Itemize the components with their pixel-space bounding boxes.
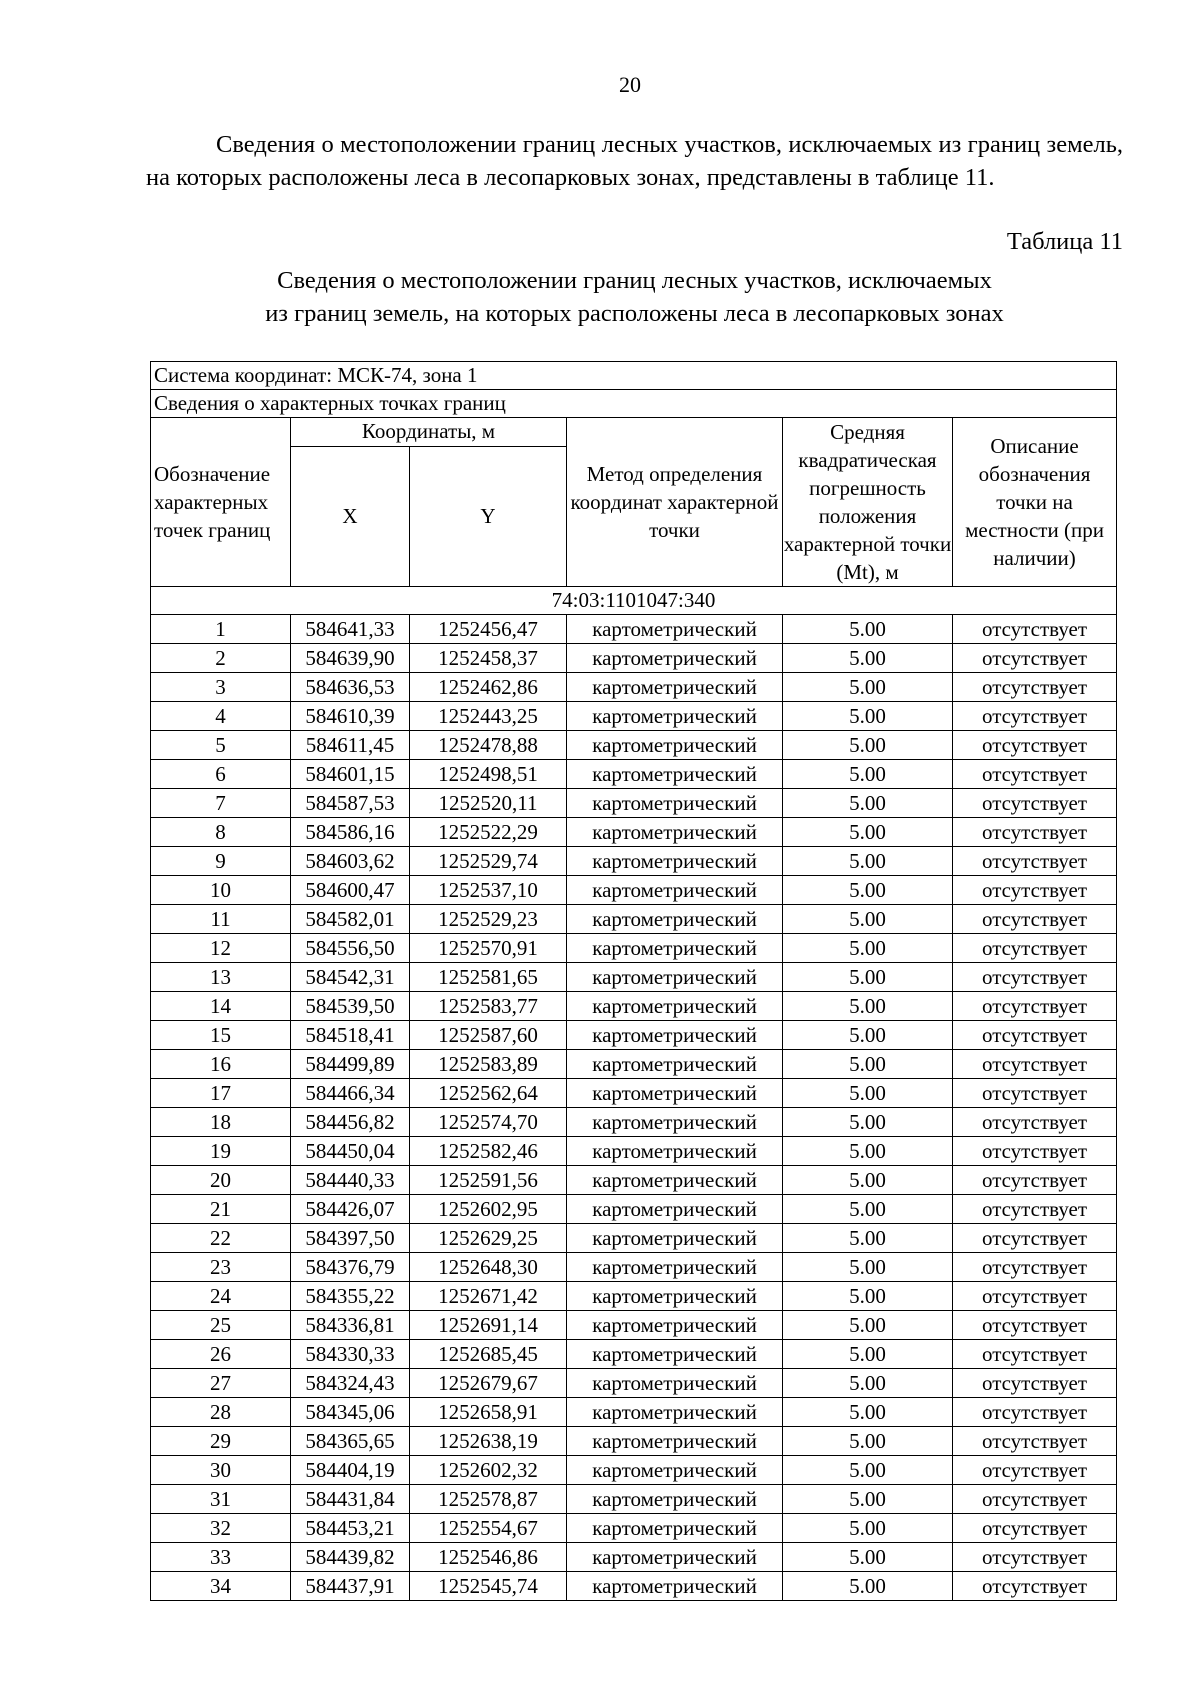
method-cell: картометрический xyxy=(567,731,783,760)
y-coordinate: 1252582,46 xyxy=(410,1137,567,1166)
point-number: 7 xyxy=(151,789,291,818)
y-coordinate: 1252658,91 xyxy=(410,1398,567,1427)
method-cell: картометрический xyxy=(567,1253,783,1282)
point-number: 23 xyxy=(151,1253,291,1282)
x-coordinate: 584611,45 xyxy=(291,731,410,760)
table-row xyxy=(151,963,1117,992)
table-row xyxy=(151,615,1117,644)
description-cell: отсутствует xyxy=(953,963,1117,992)
method-cell: картометрический xyxy=(567,1195,783,1224)
x-coordinate: 584404,19 xyxy=(291,1456,410,1485)
accuracy-cell: 5.00 xyxy=(783,1427,953,1456)
table-row xyxy=(151,1572,1117,1601)
method-cell: картометрический xyxy=(567,1282,783,1311)
table-row xyxy=(151,992,1117,1021)
method-cell: картометрический xyxy=(567,905,783,934)
y-coordinate: 1252648,30 xyxy=(410,1253,567,1282)
table-row xyxy=(151,644,1117,673)
method-cell: картометрический xyxy=(567,963,783,992)
header-x: X xyxy=(291,446,410,587)
table-row xyxy=(151,1137,1117,1166)
y-coordinate: 1252562,64 xyxy=(410,1079,567,1108)
table-title-line-1: Сведения о местоположении границ лесных участков, исключаемых xyxy=(277,267,992,294)
point-number: 21 xyxy=(151,1195,291,1224)
description-cell: отсутствует xyxy=(953,1311,1117,1340)
table-row xyxy=(151,1282,1117,1311)
point-number: 14 xyxy=(151,992,291,1021)
x-coordinate: 584376,79 xyxy=(291,1253,410,1282)
y-coordinate: 1252456,47 xyxy=(410,615,567,644)
method-cell: картометрический xyxy=(567,1311,783,1340)
y-coordinate: 1252529,74 xyxy=(410,847,567,876)
coordinates-table xyxy=(150,361,1117,1601)
accuracy-cell: 5.00 xyxy=(783,789,953,818)
description-cell: отсутствует xyxy=(953,673,1117,702)
description-cell: отсутствует xyxy=(953,1253,1117,1282)
description-cell: отсутствует xyxy=(953,934,1117,963)
y-coordinate: 1252583,89 xyxy=(410,1050,567,1079)
table-row xyxy=(151,1456,1117,1485)
point-number: 19 xyxy=(151,1137,291,1166)
method-cell: картометрический xyxy=(567,702,783,731)
accuracy-cell: 5.00 xyxy=(783,673,953,702)
method-cell: картометрический xyxy=(567,615,783,644)
accuracy-cell: 5.00 xyxy=(783,1021,953,1050)
method-cell: картометрический xyxy=(567,1427,783,1456)
x-coordinate: 584499,89 xyxy=(291,1050,410,1079)
point-number: 22 xyxy=(151,1224,291,1253)
accuracy-cell: 5.00 xyxy=(783,992,953,1021)
accuracy-cell: 5.00 xyxy=(783,702,953,731)
table-row xyxy=(151,702,1117,731)
accuracy-cell: 5.00 xyxy=(783,1282,953,1311)
point-number: 11 xyxy=(151,905,291,934)
description-cell: отсутствует xyxy=(953,1398,1117,1427)
table-row xyxy=(151,847,1117,876)
y-coordinate: 1252546,86 xyxy=(410,1543,567,1572)
accuracy-cell: 5.00 xyxy=(783,1137,953,1166)
table-row xyxy=(151,1398,1117,1427)
header-accuracy: Средняя квадратическая погрешность положения характерной точки (Mt), м xyxy=(783,418,953,587)
method-cell: картометрический xyxy=(567,1572,783,1601)
method-cell: картометрический xyxy=(567,1050,783,1079)
description-cell: отсутствует xyxy=(953,905,1117,934)
parcel-id-row: 74:03:1101047:340 xyxy=(151,587,1117,615)
point-number: 32 xyxy=(151,1514,291,1543)
method-cell: картометрический xyxy=(567,1108,783,1137)
y-coordinate: 1252591,56 xyxy=(410,1166,567,1195)
y-coordinate: 1252638,19 xyxy=(410,1427,567,1456)
x-coordinate: 584397,50 xyxy=(291,1224,410,1253)
table-label: Таблица 11 xyxy=(1006,228,1123,255)
table-row xyxy=(151,818,1117,847)
point-number: 12 xyxy=(151,934,291,963)
method-cell: картометрический xyxy=(567,1079,783,1108)
description-cell: отсутствует xyxy=(953,1514,1117,1543)
y-coordinate: 1252581,65 xyxy=(410,963,567,992)
method-cell: картометрический xyxy=(567,847,783,876)
point-number: 3 xyxy=(151,673,291,702)
description-cell: отсутствует xyxy=(953,731,1117,760)
table-row xyxy=(151,1485,1117,1514)
y-coordinate: 1252570,91 xyxy=(410,934,567,963)
accuracy-cell: 5.00 xyxy=(783,1456,953,1485)
accuracy-cell: 5.00 xyxy=(783,1514,953,1543)
accuracy-cell: 5.00 xyxy=(783,1485,953,1514)
method-cell: картометрический xyxy=(567,789,783,818)
x-coordinate: 584365,65 xyxy=(291,1427,410,1456)
header-method: Метод определения координат характерной точки xyxy=(567,418,783,587)
description-cell: отсутствует xyxy=(953,1369,1117,1398)
x-coordinate: 584450,04 xyxy=(291,1137,410,1166)
x-coordinate: 584610,39 xyxy=(291,702,410,731)
boundary-points-caption: Сведения о характерных точках границ xyxy=(151,390,1117,418)
x-coordinate: 584330,33 xyxy=(291,1340,410,1369)
accuracy-cell: 5.00 xyxy=(783,1050,953,1079)
table-row xyxy=(151,1195,1117,1224)
y-coordinate: 1252583,77 xyxy=(410,992,567,1021)
x-coordinate: 584542,31 xyxy=(291,963,410,992)
table-row xyxy=(151,673,1117,702)
point-number: 4 xyxy=(151,702,291,731)
method-cell: картометрический xyxy=(567,1456,783,1485)
point-number: 20 xyxy=(151,1166,291,1195)
x-coordinate: 584437,91 xyxy=(291,1572,410,1601)
x-coordinate: 584453,21 xyxy=(291,1514,410,1543)
table-row xyxy=(151,1514,1117,1543)
accuracy-cell: 5.00 xyxy=(783,1253,953,1282)
x-coordinate: 584639,90 xyxy=(291,644,410,673)
point-number: 6 xyxy=(151,760,291,789)
description-cell: отсутствует xyxy=(953,847,1117,876)
table-row xyxy=(151,760,1117,789)
y-coordinate: 1252462,86 xyxy=(410,673,567,702)
accuracy-cell: 5.00 xyxy=(783,1369,953,1398)
point-number: 1 xyxy=(151,615,291,644)
x-coordinate: 584439,82 xyxy=(291,1543,410,1572)
accuracy-cell: 5.00 xyxy=(783,1079,953,1108)
description-cell: отсутствует xyxy=(953,1456,1117,1485)
point-number: 18 xyxy=(151,1108,291,1137)
x-coordinate: 584431,84 xyxy=(291,1485,410,1514)
header-description: Описание обозначения точки на местности (при наличии) xyxy=(953,418,1117,587)
table-row xyxy=(151,1108,1117,1137)
point-number: 25 xyxy=(151,1311,291,1340)
method-cell: картометрический xyxy=(567,1340,783,1369)
point-number: 13 xyxy=(151,963,291,992)
description-cell: отсутствует xyxy=(953,702,1117,731)
accuracy-cell: 5.00 xyxy=(783,1543,953,1572)
x-coordinate: 584641,33 xyxy=(291,615,410,644)
x-coordinate: 584345,06 xyxy=(291,1398,410,1427)
x-coordinate: 584586,16 xyxy=(291,818,410,847)
point-number: 16 xyxy=(151,1050,291,1079)
x-coordinate: 584539,50 xyxy=(291,992,410,1021)
accuracy-cell: 5.00 xyxy=(783,1572,953,1601)
point-number: 17 xyxy=(151,1079,291,1108)
accuracy-cell: 5.00 xyxy=(783,847,953,876)
y-coordinate: 1252498,51 xyxy=(410,760,567,789)
accuracy-cell: 5.00 xyxy=(783,876,953,905)
y-coordinate: 1252545,74 xyxy=(410,1572,567,1601)
method-cell: картометрический xyxy=(567,1224,783,1253)
table-title xyxy=(146,264,1123,330)
y-coordinate: 1252671,42 xyxy=(410,1282,567,1311)
table-row xyxy=(151,1340,1117,1369)
method-cell: картометрический xyxy=(567,1543,783,1572)
description-cell: отсутствует xyxy=(953,1282,1117,1311)
x-coordinate: 584466,34 xyxy=(291,1079,410,1108)
x-coordinate: 584336,81 xyxy=(291,1311,410,1340)
method-cell: картометрический xyxy=(567,876,783,905)
table-row xyxy=(151,1079,1117,1108)
x-coordinate: 584587,53 xyxy=(291,789,410,818)
point-number: 15 xyxy=(151,1021,291,1050)
method-cell: картометрический xyxy=(567,1514,783,1543)
y-coordinate: 1252691,14 xyxy=(410,1311,567,1340)
y-coordinate: 1252529,23 xyxy=(410,905,567,934)
description-cell: отсутствует xyxy=(953,760,1117,789)
accuracy-cell: 5.00 xyxy=(783,731,953,760)
description-cell: отсутствует xyxy=(953,992,1117,1021)
x-coordinate: 584601,15 xyxy=(291,760,410,789)
description-cell: отсутствует xyxy=(953,1079,1117,1108)
method-cell: картометрический xyxy=(567,673,783,702)
header-point-designation: Обозначение характерных точек границ xyxy=(151,418,291,587)
x-coordinate: 584600,47 xyxy=(291,876,410,905)
description-cell: отсутствует xyxy=(953,1572,1117,1601)
point-number: 29 xyxy=(151,1427,291,1456)
x-coordinate: 584603,62 xyxy=(291,847,410,876)
table-row xyxy=(151,1311,1117,1340)
description-cell: отсутствует xyxy=(953,1195,1117,1224)
x-coordinate: 584440,33 xyxy=(291,1166,410,1195)
accuracy-cell: 5.00 xyxy=(783,1195,953,1224)
point-number: 9 xyxy=(151,847,291,876)
x-coordinate: 584355,22 xyxy=(291,1282,410,1311)
description-cell: отсутствует xyxy=(953,818,1117,847)
table-row xyxy=(151,934,1117,963)
point-number: 8 xyxy=(151,818,291,847)
x-coordinate: 584324,43 xyxy=(291,1369,410,1398)
y-coordinate: 1252685,45 xyxy=(410,1340,567,1369)
coordinate-system-caption: Система координат: МСК-74, зона 1 xyxy=(151,362,1117,390)
description-cell: отсутствует xyxy=(953,1224,1117,1253)
y-coordinate: 1252554,67 xyxy=(410,1514,567,1543)
point-number: 28 xyxy=(151,1398,291,1427)
y-coordinate: 1252679,67 xyxy=(410,1369,567,1398)
accuracy-cell: 5.00 xyxy=(783,760,953,789)
description-cell: отсутствует xyxy=(953,615,1117,644)
point-number: 27 xyxy=(151,1369,291,1398)
point-number: 10 xyxy=(151,876,291,905)
method-cell: картометрический xyxy=(567,1369,783,1398)
accuracy-cell: 5.00 xyxy=(783,963,953,992)
table-row xyxy=(151,1253,1117,1282)
table-row xyxy=(151,1224,1117,1253)
point-number: 31 xyxy=(151,1485,291,1514)
method-cell: картометрический xyxy=(567,1166,783,1195)
point-number: 33 xyxy=(151,1543,291,1572)
accuracy-cell: 5.00 xyxy=(783,1398,953,1427)
description-cell: отсутствует xyxy=(953,1137,1117,1166)
description-cell: отсутствует xyxy=(953,1485,1117,1514)
accuracy-cell: 5.00 xyxy=(783,1166,953,1195)
point-number: 34 xyxy=(151,1572,291,1601)
accuracy-cell: 5.00 xyxy=(783,818,953,847)
accuracy-cell: 5.00 xyxy=(783,1224,953,1253)
x-coordinate: 584518,41 xyxy=(291,1021,410,1050)
method-cell: картометрический xyxy=(567,818,783,847)
x-coordinate: 584426,07 xyxy=(291,1195,410,1224)
y-coordinate: 1252537,10 xyxy=(410,876,567,905)
table-row xyxy=(151,1543,1117,1572)
x-coordinate: 584636,53 xyxy=(291,673,410,702)
y-coordinate: 1252602,95 xyxy=(410,1195,567,1224)
accuracy-cell: 5.00 xyxy=(783,615,953,644)
table-row xyxy=(151,789,1117,818)
table-row xyxy=(151,1427,1117,1456)
table-row xyxy=(151,1050,1117,1079)
table-row xyxy=(151,876,1117,905)
y-coordinate: 1252602,32 xyxy=(410,1456,567,1485)
point-number: 5 xyxy=(151,731,291,760)
intro-paragraph: Сведения о местоположении границ лесных участков, исключаемых из границ земель, на которых расположены леса в лесопарковых зонах, представлены в таблице 11. xyxy=(146,131,1123,191)
description-cell: отсутствует xyxy=(953,1340,1117,1369)
method-cell: картометрический xyxy=(567,1398,783,1427)
method-cell: картометрический xyxy=(567,644,783,673)
description-cell: отсутствует xyxy=(953,1166,1117,1195)
y-coordinate: 1252578,87 xyxy=(410,1485,567,1514)
table-row xyxy=(151,1166,1117,1195)
accuracy-cell: 5.00 xyxy=(783,905,953,934)
table-row xyxy=(151,1369,1117,1398)
y-coordinate: 1252458,37 xyxy=(410,644,567,673)
header-coordinates: Координаты, м xyxy=(291,418,567,447)
method-cell: картометрический xyxy=(567,1485,783,1514)
point-number: 26 xyxy=(151,1340,291,1369)
table-row xyxy=(151,905,1117,934)
table-row xyxy=(151,1021,1117,1050)
table-row xyxy=(151,731,1117,760)
y-coordinate: 1252522,29 xyxy=(410,818,567,847)
point-number: 30 xyxy=(151,1456,291,1485)
description-cell: отсутствует xyxy=(953,1427,1117,1456)
method-cell: картометрический xyxy=(567,934,783,963)
y-coordinate: 1252574,70 xyxy=(410,1108,567,1137)
method-cell: картометрический xyxy=(567,1137,783,1166)
description-cell: отсутствует xyxy=(953,1543,1117,1572)
y-coordinate: 1252478,88 xyxy=(410,731,567,760)
x-coordinate: 584556,50 xyxy=(291,934,410,963)
y-coordinate: 1252629,25 xyxy=(410,1224,567,1253)
method-cell: картометрический xyxy=(567,992,783,1021)
header-y: Y xyxy=(410,446,567,587)
x-coordinate: 584582,01 xyxy=(291,905,410,934)
y-coordinate: 1252587,60 xyxy=(410,1021,567,1050)
description-cell: отсутствует xyxy=(953,876,1117,905)
y-coordinate: 1252443,25 xyxy=(410,702,567,731)
accuracy-cell: 5.00 xyxy=(783,1311,953,1340)
accuracy-cell: 5.00 xyxy=(783,1340,953,1369)
point-number: 24 xyxy=(151,1282,291,1311)
x-coordinate: 584456,82 xyxy=(291,1108,410,1137)
accuracy-cell: 5.00 xyxy=(783,934,953,963)
description-cell: отсутствует xyxy=(953,644,1117,673)
y-coordinate: 1252520,11 xyxy=(410,789,567,818)
accuracy-cell: 5.00 xyxy=(783,644,953,673)
page-number: 20 xyxy=(619,72,641,97)
description-cell: отсутствует xyxy=(953,789,1117,818)
description-cell: отсутствует xyxy=(953,1021,1117,1050)
accuracy-cell: 5.00 xyxy=(783,1108,953,1137)
description-cell: отсутствует xyxy=(953,1050,1117,1079)
description-cell: отсутствует xyxy=(953,1108,1117,1137)
point-number: 2 xyxy=(151,644,291,673)
method-cell: картометрический xyxy=(567,760,783,789)
table-title-line-2: из границ земель, на которых расположены леса в лесопарковых зонах xyxy=(265,300,1004,327)
method-cell: картометрический xyxy=(567,1021,783,1050)
